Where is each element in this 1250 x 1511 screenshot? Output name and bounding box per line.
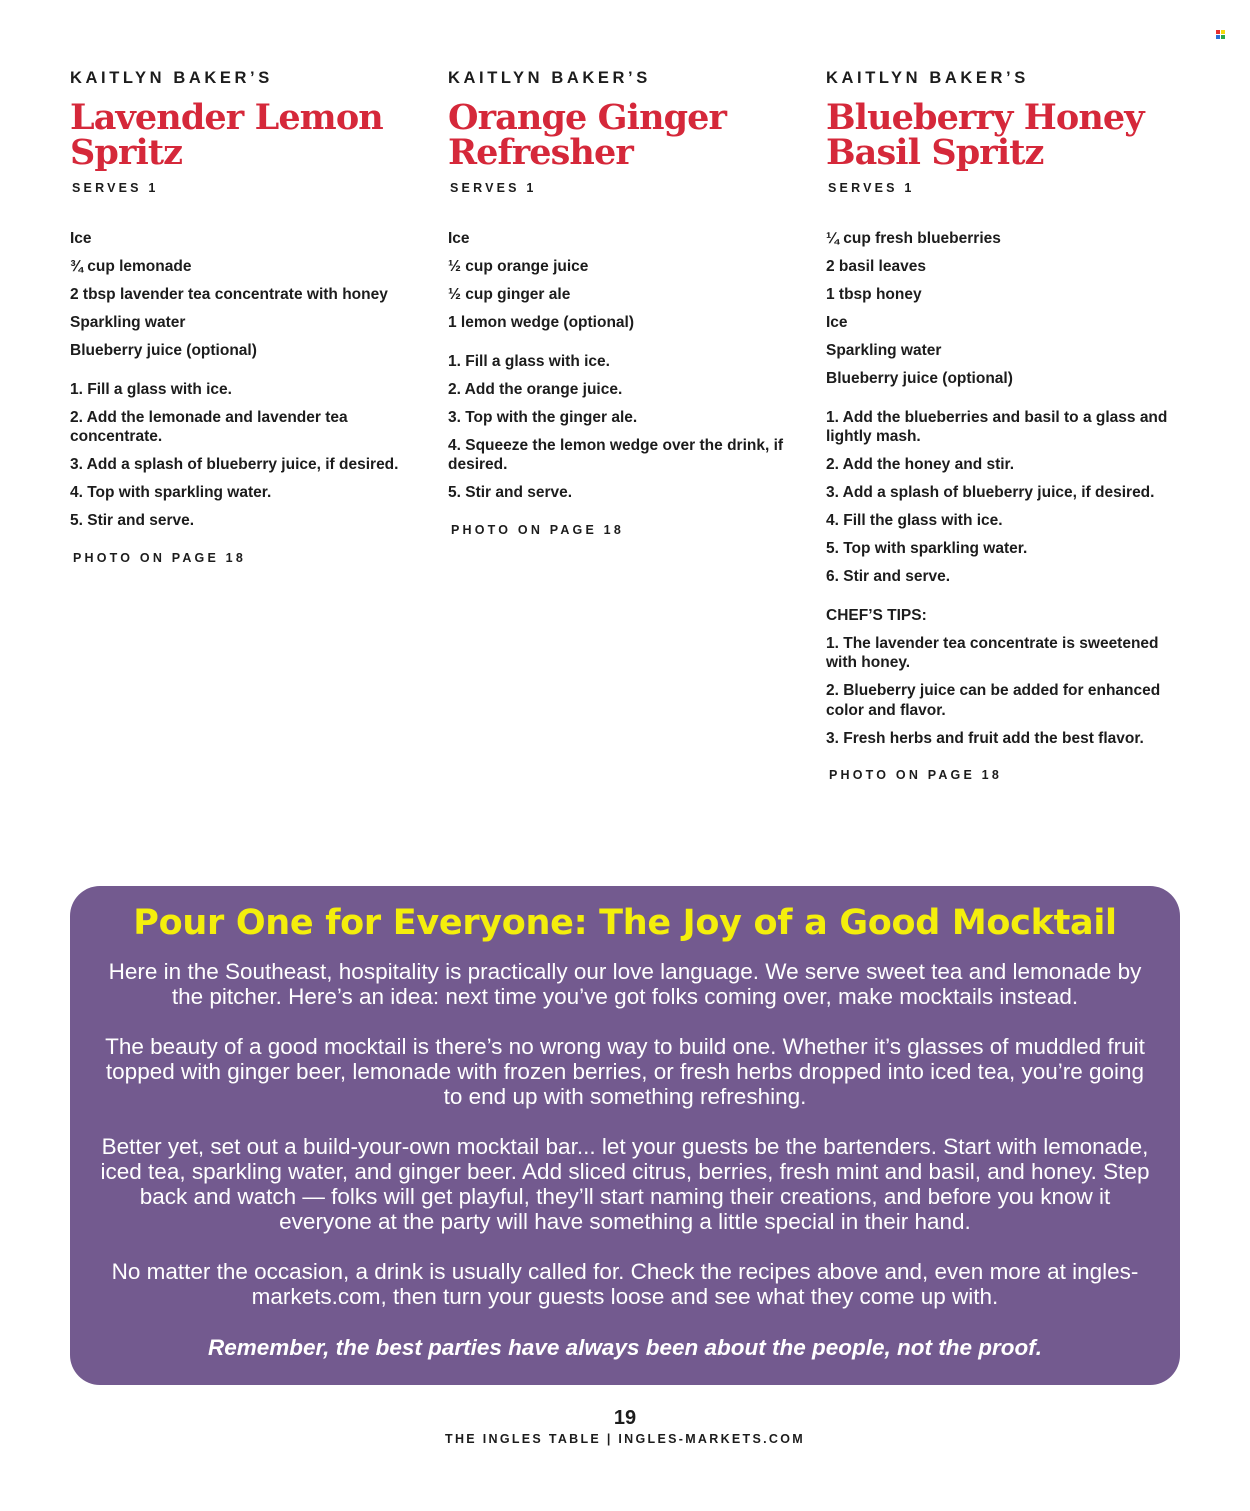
ingredient-item: Ice <box>448 230 470 247</box>
recipe-author: KAITLYN BAKER’S <box>826 69 1029 87</box>
recipe-title-line: Basil Spritz <box>826 132 1044 173</box>
step-item: 5. Top with sparkling water. <box>826 540 1028 557</box>
step-item: 2. Add the lemonade and lavender tea concentrate. <box>70 408 348 445</box>
step-item: 5. Stir and serve. <box>448 484 573 501</box>
callout-paragraph: Here in the Southeast, hospitality is practically our love language. We serve sweet tea and lemonade by the pitcher. Here’s an idea: next time you’ve got folks coming over, make mocktails instead. <box>108 959 1142 1009</box>
ingredient-item: Ice <box>70 230 92 247</box>
callout-closing-line: Remember, the best parties have always been about the people, not the proof. <box>208 1335 1042 1360</box>
recipe-title <box>826 97 1171 173</box>
ingredient-item: Ice <box>826 314 848 331</box>
recipe-author: KAITLYN BAKER’S <box>70 69 273 87</box>
ingredient-item: 1 lemon wedge (optional) <box>448 314 635 331</box>
chefs-tips-heading: CHEF’S TIPS: <box>826 606 927 624</box>
step-item: 1. Fill a glass with ice. <box>70 380 232 398</box>
ingredient-item: 1 tbsp honey <box>826 286 922 303</box>
tip-item: 1. The lavender tea concentrate is sweetened with honey. <box>826 634 1159 671</box>
step-item: 6. Stir and serve. <box>826 568 951 585</box>
callout-paragraph: No matter the occasion, a drink is usually called for. Check the recipes above and, even more at ingles-markets.com, then turn your guests loose and see what they come up with. <box>111 1259 1139 1309</box>
ingredient-list <box>448 229 793 333</box>
chefs-tips-list <box>826 634 1171 749</box>
callout-title: Pour One for Everyone: The Joy of a Good Mocktail <box>133 903 1117 943</box>
recipe-serves: SERVES 1 <box>72 181 159 195</box>
ingredient-item: 2 tbsp lavender tea concentrate with honey <box>70 286 388 303</box>
step-item: 3. Top with the ginger ale. <box>448 408 638 426</box>
photo-reference: PHOTO ON PAGE 18 <box>451 522 624 537</box>
ingredient-item: ½ cup orange juice <box>448 258 589 275</box>
recipe-author: KAITLYN BAKER’S <box>448 69 651 87</box>
recipe-title <box>448 97 793 173</box>
step-item: 4. Top with sparkling water. <box>70 484 272 501</box>
recipe-title-line: Refresher <box>448 132 633 173</box>
recipe-title-line: Lavender Lemon <box>70 97 383 138</box>
recipe-blueberry-honey-basil-spritz <box>826 68 1171 783</box>
step-item: 3. Add a splash of blueberry juice, if desired. <box>70 456 399 473</box>
photo-reference: PHOTO ON PAGE 18 <box>829 768 1002 782</box>
step-list <box>448 352 793 503</box>
step-item: 5. Stir and serve. <box>70 512 195 529</box>
ingredient-item: ½ cup ginger ale <box>448 286 571 303</box>
footer-text: THE INGLES TABLE | INGLES-MARKETS.COM <box>445 1432 805 1446</box>
corner-color-mark <box>1216 30 1226 40</box>
ingredient-item: 2 basil leaves <box>826 258 926 275</box>
recipe-title-line: Orange Ginger <box>448 97 727 138</box>
step-list <box>826 408 1171 587</box>
tip-item: 2. Blueberry juice can be added for enhanced color and flavor. <box>826 682 1161 719</box>
page-number: 19 <box>613 1407 637 1429</box>
recipe-lavender-lemon-spritz <box>70 68 415 566</box>
step-item: 2. Add the orange juice. <box>448 380 623 398</box>
step-list <box>70 380 415 531</box>
mocktail-callout-box <box>70 886 1180 1385</box>
step-item: 4. Squeeze the lemon wedge over the drink, if desired. <box>448 436 784 473</box>
ingredient-list <box>70 229 415 361</box>
recipe-title <box>70 97 415 173</box>
recipe-title-line: Blueberry Honey <box>826 97 1144 138</box>
recipe-serves: SERVES 1 <box>828 181 915 195</box>
callout-paragraph: The beauty of a good mocktail is there’s no wrong way to build one. Whether it’s glasses of muddled fruit topped with ginger beer, lemonade with frozen berries, or fresh herbs dropped into iced tea, you’re going to end up with something refreshing. <box>105 1034 1145 1109</box>
tip-item: 3. Fresh herbs and fruit add the best flavor. <box>826 729 1144 747</box>
recipe-orange-ginger-refresher <box>448 68 793 538</box>
ingredient-item: ¼ cup fresh blueberries <box>826 230 1001 247</box>
ingredient-item: Blueberry juice (optional) <box>70 342 257 359</box>
ingredient-item: Sparkling water <box>70 314 186 331</box>
step-item: 1. Fill a glass with ice. <box>448 352 610 370</box>
callout-paragraph: Better yet, set out a build-your-own mocktail bar... let your guests be the bartenders. Start with lemonade, iced tea, sparkling water, and ginger beer. Add sliced citrus, berries, fresh mint and basil, and honey. Step back and watch — folks will get playful, they’ll start naming their creations, and before you know it everyone at the party will have something a little special in their hand. <box>100 1134 1150 1234</box>
recipe-serves: SERVES 1 <box>450 181 537 195</box>
step-item: 3. Add a splash of blueberry juice, if desired. <box>826 484 1155 501</box>
recipe-title-line: Spritz <box>70 132 183 173</box>
step-item: 2. Add the honey and stir. <box>826 456 1015 473</box>
step-item: 1. Add the blueberries and basil to a glass and lightly mash. <box>826 408 1168 445</box>
ingredient-item: ¾ cup lemonade <box>70 258 192 275</box>
ingredient-list <box>826 229 1171 389</box>
photo-reference: PHOTO ON PAGE 18 <box>73 550 246 565</box>
step-item: 4. Fill the glass with ice. <box>826 512 1003 529</box>
ingredient-item: Blueberry juice (optional) <box>826 370 1013 387</box>
ingredient-item: Sparkling water <box>826 342 942 359</box>
